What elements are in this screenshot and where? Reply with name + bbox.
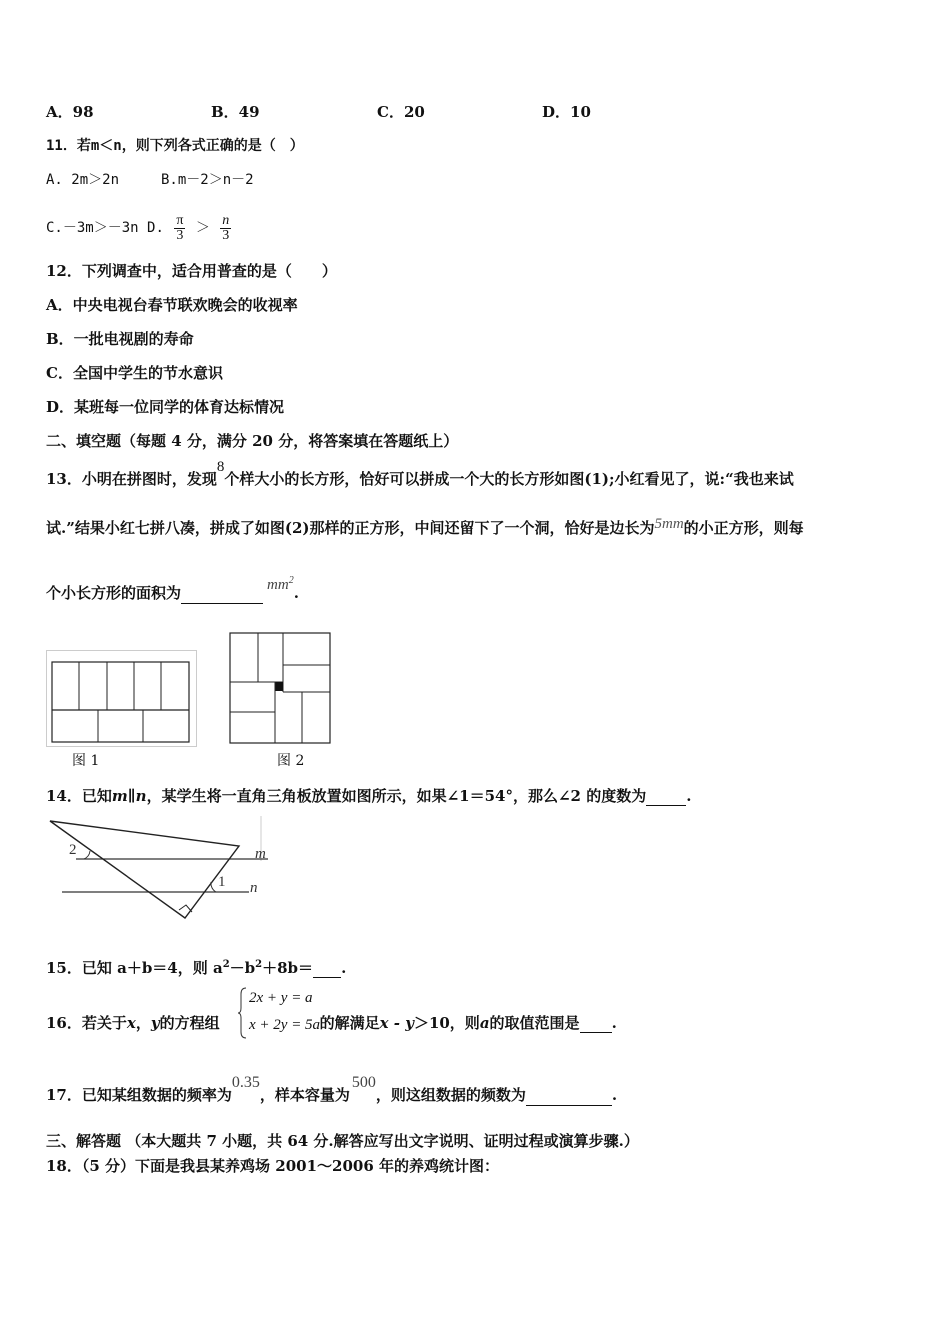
q13-line1 [46, 459, 794, 490]
fig1-frame [47, 651, 197, 747]
q10-option-c: C．20 [377, 103, 425, 121]
q16-x: x [126, 1014, 136, 1032]
angle-2-arc [84, 851, 90, 859]
q13-part1: 13．小明在拼图时，发现 [46, 470, 217, 488]
q11-option-c: C.－3m＞－3n [46, 220, 139, 236]
q16-part4: ＞10，则 [413, 1014, 480, 1032]
q12-option-c: C．全国中学生的节水意识 [46, 364, 223, 382]
q11-stem: 11．若m＜n，则下列各式正确的是（ ） [46, 138, 304, 154]
q13-fig1-caption: 图 1 [72, 753, 100, 769]
q13-part2: 个样大小的长方形，恰好可以拼成一个大的长方形如图(1);小红看见了，说:“我也来试 [224, 470, 794, 488]
q17-part1: 17．已知某组数据的频率为 [46, 1086, 232, 1104]
q17-part2: ，样本容量为 [259, 1086, 350, 1104]
q16-text [46, 1013, 617, 1033]
q14-label-m: m [255, 846, 266, 862]
q10-option-a: A．98 [46, 103, 94, 121]
q17-sample-size: 500 [351, 1074, 376, 1091]
fig1-outer-rect [52, 662, 189, 742]
q16-brace [238, 986, 248, 1040]
q13-unit: $mm^2$ [267, 575, 294, 593]
q16-answer-blank[interactable] [580, 1016, 612, 1033]
q16-brace-path [238, 988, 246, 1038]
q11-d-right-fraction: $\frac{n}{3}$ [222, 212, 230, 243]
q14-mn: m∥n [111, 787, 147, 805]
q13-line2b: 的小正方形，则每 [683, 519, 804, 537]
q18-text: 18．（5 分）下面是我县某养鸡场 2001～2006 年的养鸡统计图： [46, 1157, 499, 1175]
q15-text [46, 955, 346, 978]
q13-figure-1 [46, 650, 198, 750]
q16-part3: 的解满足 [319, 1014, 380, 1032]
q14-label-2: 2 [69, 842, 77, 858]
q10-option-d: D．10 [542, 103, 591, 121]
section-3-heading: 三、解答题 （本大题共 7 小题，共 64 分.解答应写出文字说明、证明过程或演算步骤.） [46, 1132, 639, 1150]
q13-line2 [46, 518, 804, 539]
q10-option-b: B．49 [211, 103, 260, 121]
section-2-heading: 二、填空题（每题 4 分，满分 20 分，将答案填在答题纸上） [46, 432, 459, 450]
q16-equation-1: 2x + y = a [249, 990, 313, 1006]
q12-option-b: B．一批电视剧的寿命 [46, 330, 194, 348]
q17-frequency: 0.35 [231, 1074, 260, 1091]
q14-end: . [686, 787, 692, 805]
q14-part2: ，某学生将一直角三角板放置如图所示，如果∠1＝54°，那么∠2 的度数为 [146, 787, 647, 805]
q13-figure-2 [228, 630, 336, 746]
q16-comma: ， [135, 1014, 151, 1032]
q16-end: . [611, 1014, 617, 1032]
q13-line2a: 试.”结果小红七拼八凑，拼成了如图(2)那样的正方形，中间还留下了一个洞，恰好是边长为 [46, 519, 655, 537]
q11-d-left-fraction: $\frac{\pi}{3}$ [176, 212, 184, 243]
q12-option-d: D．某班每一位同学的体育达标情况 [46, 398, 285, 416]
q12-stem: 12．下列调查中，适合用普查的是（ ） [46, 262, 337, 280]
q14-label-1: 1 [218, 874, 226, 890]
q14-answer-blank[interactable] [646, 789, 686, 806]
q11-option-a: A. 2m＞2n [46, 172, 120, 188]
q11-option-d: D. [147, 220, 164, 236]
q11-d-gt: ＞ [195, 220, 210, 236]
q13-fig2-caption: 图 2 [277, 753, 305, 769]
q11-option-b: B.m－2＞n－2 [161, 172, 254, 188]
q15-tail: ＋8b＝ [262, 959, 314, 977]
q15-end: . [341, 959, 347, 977]
q15-part1: 15．已知 a＋b＝4，则 a [46, 959, 223, 977]
q14-figure [46, 816, 276, 921]
q16-equation-2: x + 2y = 5a [249, 1017, 321, 1033]
q13-line3-text: 个小长方形的面积为 [46, 584, 182, 602]
q16-part2: 的方程组 [159, 1014, 220, 1032]
q14-part1: 14．已知 [46, 787, 112, 805]
q15-mid: －b [229, 959, 256, 977]
q16-a: a [479, 1014, 490, 1032]
fig2-center-hole [275, 682, 283, 691]
q17-end: . [611, 1086, 618, 1104]
q16-part5: 的取值范围是 [489, 1014, 580, 1032]
q13-end: . [293, 584, 299, 602]
q17-answer-blank[interactable] [526, 1089, 612, 1106]
q16-part1: 16．若关于 [46, 1014, 127, 1032]
q16-condition: x - y [379, 1014, 414, 1032]
q12-option-a: A．中央电视台春节联欢晚会的收视率 [46, 296, 298, 314]
q11-options-ab [46, 170, 254, 190]
q15-sup1: 2 [222, 959, 230, 970]
q13-number-8: 8 [216, 459, 225, 475]
q17-text [46, 1074, 618, 1106]
q13-5mm: 5mm [654, 516, 684, 532]
q14-text [46, 786, 691, 806]
q13-answer-blank[interactable] [181, 587, 263, 604]
q16-y: y [150, 1014, 160, 1032]
q11-options-cd [46, 212, 233, 244]
q17-part3: ，则这组数据的频数为 [375, 1086, 526, 1104]
triangle-ruler [50, 821, 239, 918]
q15-sup2: 2 [255, 959, 263, 970]
q13-line3 [46, 575, 299, 604]
q14-label-n: n [250, 880, 258, 896]
q15-answer-blank[interactable] [313, 961, 341, 978]
